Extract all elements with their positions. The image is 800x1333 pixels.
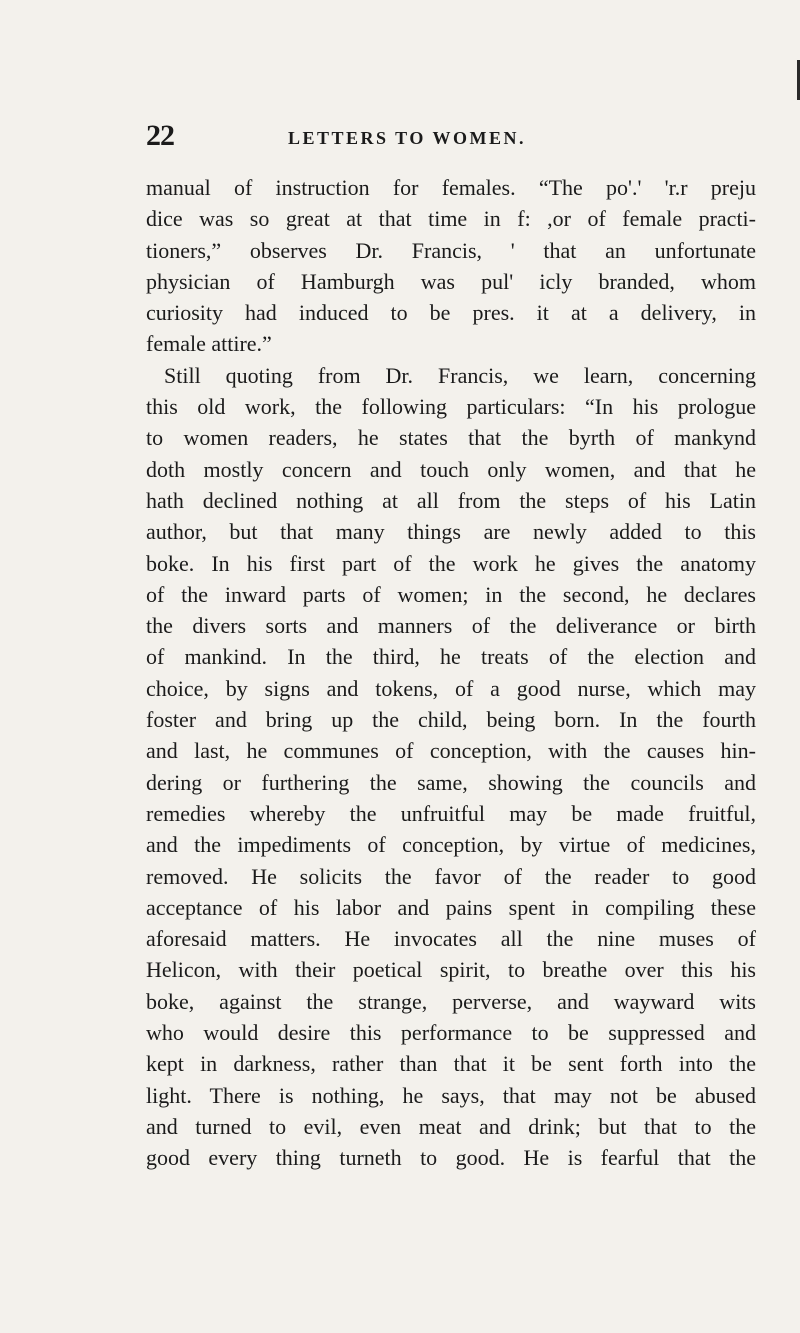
text-line: acceptance of his labor and pains spent in compiling these: [146, 894, 756, 920]
text-line: and last, he communes of conception, with the causes hin-: [146, 738, 756, 764]
body-text: [146, 172, 756, 1174]
text-line: good every thing turneth to good. He is fearful that the: [146, 1145, 756, 1171]
text-line: manual of instruction for females. “The po'.' 'r.r preju: [146, 175, 756, 200]
text-line: aforesaid matters. He invocates all the nine muses of: [146, 926, 756, 952]
running-head: LETTERS TO WOMEN.: [287, 128, 527, 148]
text-line: author, but that many things are newly added to this: [146, 519, 756, 545]
text-line: boke, against the strange, perverse, and wayward wits: [146, 988, 756, 1014]
text-line: tioners,” observes Dr. Francis, ' that an unfortunate: [146, 237, 756, 263]
text-line: this old work, the following particulars: “In his prologue: [146, 394, 756, 420]
page-header: [0, 118, 800, 158]
text-line: curiosity had induced to be pres. it at a delivery, in: [146, 300, 756, 326]
text-line: hath declined nothing at all from the steps of his Latin: [146, 487, 756, 513]
text-line: light. There is nothing, he says, that may not be abused: [146, 1082, 756, 1108]
text-line: removed. He solicits the favor of the reader to good: [146, 863, 756, 889]
text-line: the divers sorts and manners of the deliverance or birth: [146, 613, 756, 639]
text-line: physician of Hamburgh was pul' icly branded, whom: [146, 268, 756, 294]
text-line: dering or furthering the same, showing the councils and: [146, 769, 756, 795]
text-line: boke. In his first part of the work he gives the anatomy: [146, 550, 756, 576]
text-line: foster and bring up the child, being born. In the fourth: [146, 707, 756, 733]
text-line: and turned to evil, even meat and drink; but that to the: [146, 1113, 756, 1139]
text-line: female attire.”: [146, 331, 272, 357]
text-line: dice was so great at that time in f: ,or of female practi-: [146, 206, 756, 232]
page-number: 22: [146, 119, 174, 152]
text-line: kept in darkness, rather than that it be sent forth into the: [146, 1051, 756, 1077]
text-line: who would desire this performance to be suppressed and: [146, 1020, 756, 1046]
text-line: Still quoting from Dr. Francis, we learn, concerning: [164, 362, 756, 388]
text-line: Helicon, with their poetical spirit, to breathe over this his: [146, 957, 756, 983]
text-line: remedies whereby the unfruitful may be made fruitful,: [146, 800, 756, 826]
text-line: to women readers, he states that the byrth of mankynd: [146, 425, 756, 451]
text-line: and the impediments of conception, by virtue of medicines,: [146, 832, 756, 858]
text-line: doth mostly concern and touch only women, and that he: [146, 456, 756, 482]
text-line: of the inward parts of women; in the second, he declares: [146, 581, 756, 607]
text-line: choice, by signs and tokens, of a good nurse, which may: [146, 675, 756, 701]
text-line: of mankind. In the third, he treats of the election and: [146, 644, 756, 670]
